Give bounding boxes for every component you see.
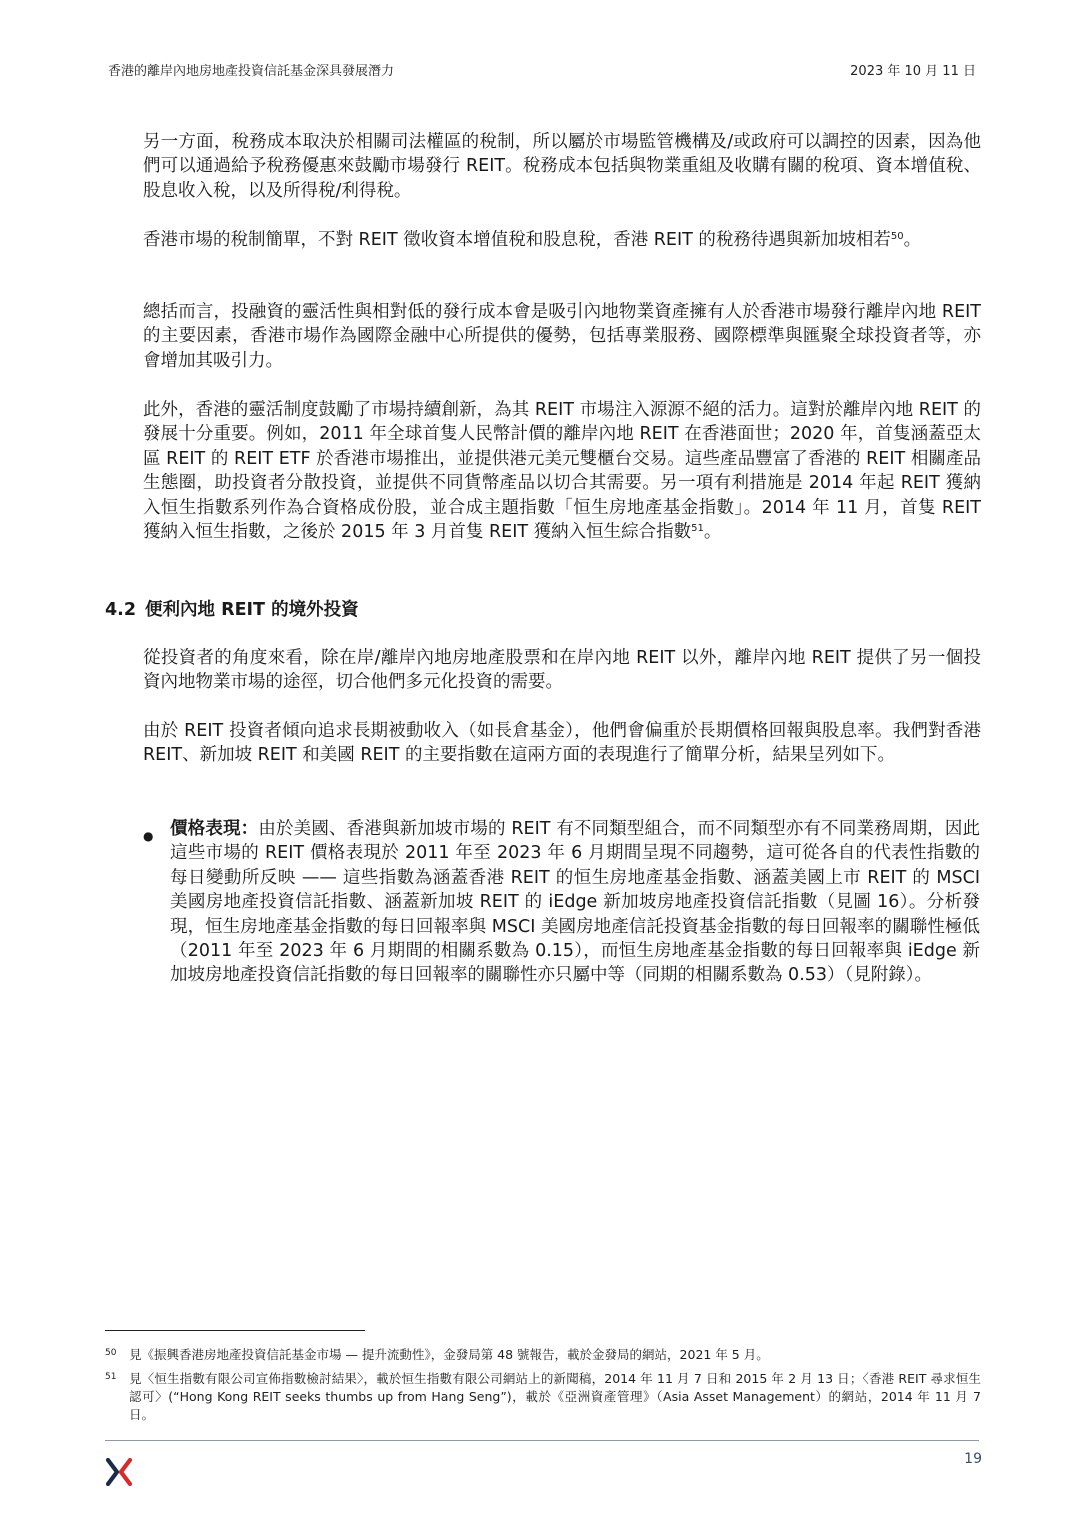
footer-divider	[105, 1440, 979, 1441]
paragraph-innovation	[143, 398, 981, 544]
paragraph-hk-tax-text: 香港市場的稅制簡單，不對 REIT 徵收資本增值稅和股息稅，香港 REIT 的稅務待遇與新加坡相若	[143, 230, 891, 250]
footnote-text: 見《振興香港房地產投資信託基金市場 — 提升流動性》，金發局第 48 號報告，載於金發局的網站，2021 年 5 月。	[129, 1347, 769, 1362]
footnote-number: 51	[105, 1372, 117, 1382]
bullet-body: 由於美國、香港與新加坡市場的 REIT 有不同類型組合，而不同類型亦有不同業務周期，因此這些市場的 REIT 價格表現於 2011 年至 2023 年 6 月期間呈現不同趨勢，這可從各自的代表性指數的每日變動所反映 —— 這些指數為涵蓋香港 REIT 的恒生房地產基金指數、涵蓋美國上市 REIT 的 MSCI 美國房地產投資信託指數、涵蓋新加坡 REIT 的 iEdge 新加坡房地產投資信託指數（見圖 16）。分析發現，恒生房地產基金指數的每日回報率與 MSCI 美國房地產信託投資基金指數的每日回報率的關聯性極低（2011 年至 2023 年 6 月期間的相關系數為 0.15），而恒生房地產基金指數的每日回報率與 iEdge 新加坡房地產投資信託指數的每日回報率的關聯性亦只屬中等（同期的相關系數為 0.53）（見附錄）。	[170, 819, 981, 986]
section-title: 便利內地 REIT 的境外投資	[145, 600, 359, 620]
bullet-label: 價格表現：	[170, 819, 259, 839]
footnote-divider	[105, 1330, 365, 1331]
footnote-ref-50[interactable]: 50	[890, 231, 904, 242]
paragraph-hk-tax	[143, 228, 981, 252]
section-heading-4-2	[105, 598, 359, 622]
paragraph-analysis-intro: 由於 REIT 投資者傾向追求長期被動收入（如長倉基金），他們會偏重於長期價格回報與股息率。我們對香港 REIT、新加坡 REIT 和美國 REIT 的主要指數在這兩方面的表現進行了簡單分析，結果呈列如下。	[143, 721, 981, 766]
footnote-text: 見〈恒生指數有限公司宣佈指數檢討結果〉，載於恒生指數有限公司網站上的新聞稿，2014 年 11 月 7 日和 2015 年 2 月 13 日；〈香港 REIT 尋求恒生認可〉(“Hong Kong REIT seeks thumbs up from Hang Seng”)，載於《亞洲資產管理》（Asia Asset Management）的網站，2014 年 11 月 7 日。	[129, 1371, 981, 1422]
paragraph-tax-cost: 另一方面，稅務成本取決於相關司法權區的稅制，所以屬於市場監管機構及/或政府可以調控的因素，因為他們可以通過給予稅務優惠來鼓勵市場發行 REIT。稅務成本包括與物業重組及收購有關的稅項、資本增值稅、股息收入稅，以及所得稅/利得稅。	[143, 132, 981, 201]
bullet-price-performance	[170, 817, 980, 988]
footnote-ref-51[interactable]: 51	[691, 523, 704, 535]
document-header-title: 香港的離岸內地房地產投資信託基金深具發展潛力	[108, 64, 395, 79]
paragraph-hk-tax-end: 。	[903, 230, 922, 250]
hkex-x-logo-icon	[106, 1458, 132, 1486]
page-number: 19	[964, 1451, 982, 1467]
document-header-date: 2023 年 10 月 11 日	[850, 64, 976, 79]
paragraph-investor-view: 從投資者的角度來看，除在岸/離岸內地房地產股票和在岸內地 REIT 以外，離岸內地 REIT 提供了另一個投資內地物業市場的途徑，切合他們多元化投資的需要。	[143, 648, 981, 693]
section-number: 4.2	[105, 600, 137, 620]
paragraph-innovation-text: 此外，香港的靈活制度鼓勵了市場持續創新，為其 REIT 市場注入源源不絕的活力。這對於離岸內地 REIT 的發展十分重要。例如，2011 年全球首隻人民幣計價的離岸內地 REIT 在香港面世；2020 年，首隻涵蓋亞太區 REIT 的 REIT ETF 於香港市場推出，並提供港元美元雙櫃台交易。這些產品豐富了香港的 REIT 相關產品生態圈，助投資者分散投資，並提供不同貨幣產品以切合其需要。另一項有利措施是 2014 年起 REIT 獲納入恒生指數系列作為合資格成份股，並合成主題指數「恒生房地產基金指數」。2014 年 11 月，首隻 REIT 獲納入恒生指數，之後於 2015 年 3 月首隻 REIT 獲納入恒生綜合指數	[143, 400, 981, 543]
paragraph-innovation-end: 。	[703, 522, 722, 543]
footnote-50	[105, 1346, 981, 1366]
footnote-51	[105, 1370, 981, 1426]
bullet-icon: ●	[143, 829, 154, 843]
footnote-number: 50	[105, 1348, 117, 1358]
paragraph-summary: 總括而言，投融資的靈活性與相對低的發行成本會是吸引內地物業資產擁有人於香港市場發行離岸內地 REIT 的主要因素，香港市場作為國際金融中心所提供的優勢，包括專業服務、國際標準與匯聚全球投資者等，亦會增加其吸引力。	[143, 302, 981, 371]
